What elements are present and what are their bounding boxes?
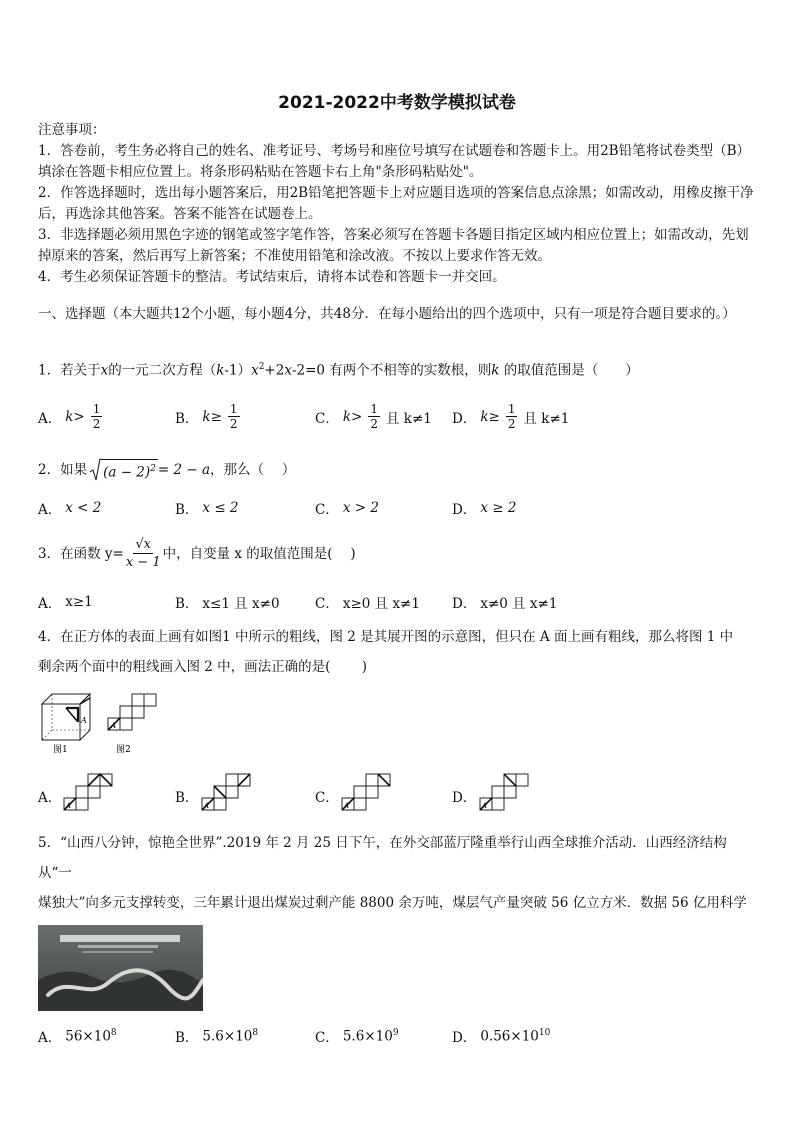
option-text: 5.6×10	[342, 1028, 393, 1045]
q1-var: k	[216, 362, 225, 379]
q5-option-b[interactable]	[175, 1026, 258, 1046]
q1-option-d[interactable]	[452, 402, 569, 431]
option-text: 且 k≠1	[523, 410, 570, 427]
option-text: k>	[342, 408, 363, 425]
option-letter: B．	[175, 1030, 199, 1046]
question-2	[38, 458, 758, 482]
fraction	[126, 536, 161, 571]
q4-option-c-net[interactable]	[340, 772, 400, 814]
q5-option-d[interactable]	[452, 1026, 550, 1046]
q2-option-d[interactable]	[452, 498, 516, 518]
net-face-label: A	[66, 802, 72, 810]
q1-text: +2	[264, 362, 285, 379]
option-letter: B．	[175, 596, 199, 612]
radicand-exponent: 2	[150, 463, 156, 474]
net-face-label: A	[344, 802, 350, 810]
q2-option-b[interactable]	[175, 498, 239, 518]
option-letter: C．	[315, 596, 339, 612]
radicand-text: (a − 2)	[103, 464, 151, 481]
fraction-numerator: 1	[370, 402, 378, 416]
question-3	[38, 536, 758, 571]
q4-options	[38, 772, 758, 814]
fraction-denominator: 2	[507, 417, 516, 431]
option-letter: C．	[315, 410, 339, 427]
option-text: 56×10	[65, 1028, 111, 1045]
net-face-label: A	[204, 802, 210, 810]
q4-text: 剩余两个面中的粗线画入图 2 中，画法正确的是( )	[38, 659, 367, 675]
net-face-label: A	[111, 722, 117, 730]
figure-2-label: 图2	[116, 745, 131, 755]
option-text: x ≥ 2	[480, 500, 517, 516]
option-text: x ≤ 2	[202, 500, 239, 516]
q5-text: 5．“山西八分钟，惊艳全世界”.2019 年 2 月 25 日下午，在外交部蓝厅隆重举行山西全球推介活动．山西经济结构从“一	[38, 835, 727, 881]
q4-option-b-net[interactable]	[200, 772, 260, 814]
q3-text: 3．在函数 y=	[38, 545, 124, 562]
option-text: k≥	[480, 408, 500, 425]
q4-option-b[interactable]	[175, 786, 198, 806]
option-text: x > 2	[342, 500, 379, 516]
option-letter: A．	[38, 596, 62, 612]
news-photo	[38, 925, 203, 1011]
q1-options	[38, 402, 758, 432]
q5-option-c[interactable]	[315, 1026, 399, 1046]
q5-options	[38, 1026, 758, 1056]
notice-item: 1．答卷前，考生务必将自己的姓名、准考证号、考场号和座位号填写在试题卷和答题卡上。用2B铅笔将试卷类型（B）填涂在答题卡相应位置上。将条形码粘贴在答题卡右上角"条形码粘贴处"。	[38, 143, 751, 180]
sqrt-expression	[89, 458, 158, 482]
section-1-title: 一、选择题（本大题共12个小题，每小题4分，共48分．在每小题给出的四个选项中，只有一项是符合题目要求的。）	[38, 306, 736, 322]
q2-option-a[interactable]	[38, 498, 101, 518]
figure-2-net	[104, 690, 164, 756]
option-letter: B．	[175, 790, 199, 806]
q1-var: x	[100, 362, 109, 379]
question-1	[38, 356, 758, 382]
option-text: x≥0 且 x≠1	[342, 596, 420, 612]
option-letter: C．	[315, 1030, 339, 1046]
q2-text: ，那么（ ）	[210, 462, 296, 478]
fraction	[91, 402, 103, 431]
q3-text: 中，自变量 x 的取值范围是( )	[162, 545, 356, 562]
option-text: x≤1 且 x≠0	[202, 596, 280, 612]
notice-item: 4．考生必须保证答题卡的整洁。考试结束后，请将本试卷和答题卡一并交回。	[38, 269, 506, 285]
option-letter: D．	[452, 502, 477, 518]
fraction-denominator: x − 1	[125, 555, 161, 570]
fraction-numerator: 1	[229, 402, 238, 416]
fraction-numerator: √x	[135, 537, 152, 552]
option-letter: B．	[175, 410, 199, 427]
option-letter: D．	[452, 410, 477, 427]
fraction	[506, 402, 518, 431]
option-exponent: 8	[110, 1027, 117, 1038]
q4-option-d-net[interactable]	[478, 772, 538, 814]
q5-option-a[interactable]	[38, 1026, 117, 1046]
option-letter: A．	[38, 1030, 62, 1046]
fraction-numerator: 1	[92, 402, 101, 416]
q1-text: 1．若关于	[38, 362, 101, 379]
option-letter: D．	[452, 1030, 477, 1046]
option-text: 0.56×10	[480, 1028, 539, 1045]
q1-var: x	[284, 362, 292, 379]
notice-item: 3．非选择题必须用黑色字迹的钢笔或签字笔作答，答案必须写在答题卡各题目指定区域内相应位置上；如需改动，先划掉原来的答案，然后再写上新答案；不准使用铅笔和涂改液。不按以上要求作答无效。	[38, 227, 749, 264]
q4-option-c[interactable]	[315, 786, 339, 806]
option-text: 5.6×10	[202, 1028, 253, 1045]
q3-option-d[interactable]	[452, 592, 557, 612]
q1-text: 的取值范围是（ ）	[499, 362, 639, 379]
q1-option-a[interactable]	[38, 402, 108, 431]
section-heading	[38, 303, 758, 326]
option-text: k>	[65, 408, 85, 425]
q4-option-a[interactable]	[38, 786, 61, 806]
option-letter: D．	[452, 790, 477, 806]
page-title: 2021-2022中考数学模拟试卷	[278, 93, 516, 113]
q2-text: 2．如果	[38, 462, 88, 478]
fraction	[228, 402, 240, 431]
q3-option-a[interactable]	[38, 592, 93, 612]
option-text: x≠0 且 x≠1	[480, 596, 558, 612]
figure-1-cube	[38, 690, 98, 756]
fraction-denominator: 2	[229, 417, 238, 431]
radical-sign-icon	[89, 458, 101, 482]
q1-var: k	[491, 362, 500, 379]
q3-option-b[interactable]	[175, 592, 280, 612]
q5-text: 煤独大”向多元支撑转变，三年累计退出煤炭过剩产能 8800 余万吨，煤层气产量突破 56 亿立方米．数据 56 亿用科学	[38, 895, 747, 911]
q2-options	[38, 498, 758, 528]
q1-exponent: 2	[258, 362, 265, 372]
q1-text: -2=0 有两个不相等的实数根，则	[291, 362, 492, 379]
q1-option-b[interactable]	[175, 402, 246, 431]
option-letter: C．	[315, 502, 339, 518]
q1-var: x	[251, 362, 259, 379]
cube-face-label: A	[81, 716, 87, 725]
q4-option-d[interactable]	[452, 786, 476, 806]
fraction-denominator: 2	[370, 417, 378, 431]
q1-option-c[interactable]	[315, 402, 432, 431]
q4-option-a-net[interactable]	[62, 772, 122, 814]
option-letter: B．	[175, 502, 199, 518]
notice-item: 2．作答选择题时，选出每小题答案后，用2B铅笔把答题卡上对应题目选项的答案信息点涂黑；如需改动，用橡皮擦干净后，再选涂其他答案。答案不能答在试题卷上。	[38, 185, 754, 222]
q2-text: = 2 − a	[157, 462, 211, 478]
q1-text: -1）	[224, 362, 252, 379]
fraction-numerator: 1	[507, 402, 516, 416]
q4-text: 4．在正方体的表面上画有如图1 中所示的粗线，图 2 是其展开图的示意图，但只在 A 面上画有粗线，那么将图 1 中	[38, 629, 734, 645]
option-letter: C．	[315, 790, 339, 806]
figure-1-label: 图1	[53, 745, 68, 755]
q3-options	[38, 592, 758, 622]
q2-option-c[interactable]	[315, 498, 379, 518]
q3-option-c[interactable]	[315, 592, 420, 612]
option-exponent: 8	[252, 1027, 259, 1038]
option-text: k≥	[202, 408, 222, 425]
option-letter: A．	[38, 410, 62, 427]
option-text: x≥1	[65, 594, 93, 610]
option-letter: A．	[38, 502, 62, 518]
option-exponent: 10	[538, 1027, 551, 1038]
radicand	[101, 459, 158, 482]
fraction-denominator: 2	[92, 417, 101, 431]
q1-text: 的一元二次方程（	[108, 362, 217, 379]
net-face-label: A	[482, 802, 488, 810]
option-letter: A．	[38, 790, 62, 806]
option-text: x < 2	[65, 500, 102, 516]
notice-section	[38, 120, 758, 288]
option-letter: D．	[452, 596, 477, 612]
fraction	[368, 402, 380, 431]
question-4	[38, 622, 758, 682]
option-exponent: 9	[392, 1027, 399, 1038]
notice-heading: 注意事项：	[38, 122, 106, 138]
option-text: 且 k≠1	[385, 410, 432, 427]
